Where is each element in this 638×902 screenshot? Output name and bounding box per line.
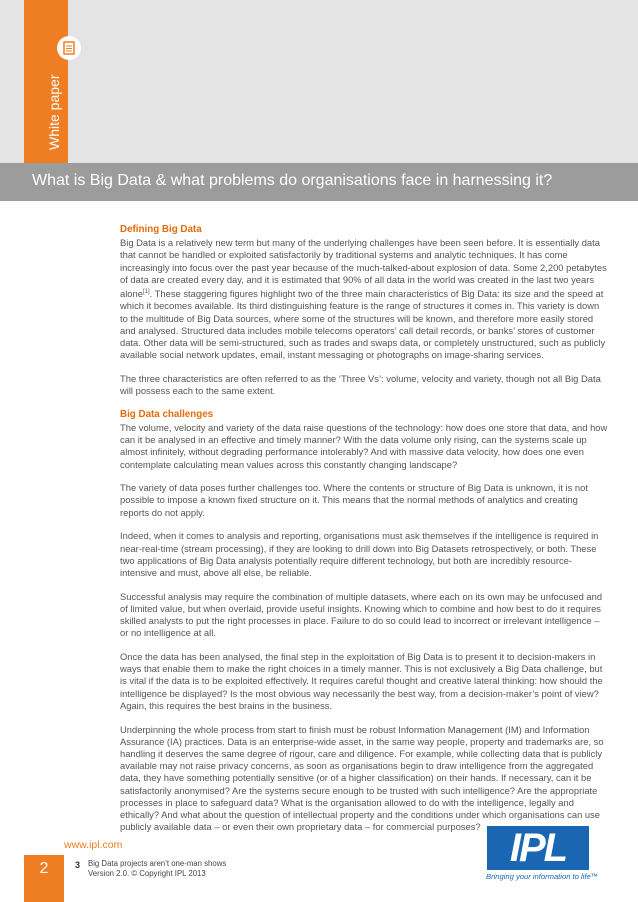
- paragraph: Big Data is a relatively new term but many of the underlying challenges have been seen before. It is essentially data that cannot be handled or exploited satisfactorily by traditional systems and analytic techniques. It has come increasingly into focus over the past year because of the much-talked-about explosion of data. Some 2,200 petabytes of data are created every day, and it is estimated that 90% of all data in the world was created in the last two years alone[1]. These staggering figures highlight two of the three main characteristics of Big Data: its size and the speed at which it becomes available. Its third distinguishing feature is the range of structures it comes in. This variety is down to the multitude of Big Data sources, where some of the structures will be known, and therefore more easily stored and analysed. Structured data includes mobile telecoms operators’ call detail records, or banks’ stores of customer data. Other data will be semi-structured, such as trades and swaps data, or completely unstructured, such as publicly available social network updates, email, instant messaging or photographs on image-sharing services.: [120, 237, 607, 361]
- footnote-ref: [1]: [142, 289, 150, 296]
- paragraph: Indeed, when it comes to analysis and reporting, organisations must ask themselves if the intelligence is required in near-real-time (stream processing), if they are looking to drill down into Big Datasets retrospectively, or both. These two applications of Big Data analysis potentially require different technology, but both are incredibly resource-intensive and must, above all else, be reliable.: [120, 530, 599, 578]
- white-paper-label: White paper: [46, 74, 62, 150]
- paragraph: The three characteristics are often referred to as the ‘Three Vs’: volume, velocity and variety, though not all Big Data will possess each to the same extent.: [120, 372, 601, 397]
- page-number: 2: [24, 855, 64, 902]
- section-title-challenges: Big Data challenges: [120, 408, 214, 420]
- document-icon: [57, 36, 81, 60]
- paragraph: Once the data has been analysed, the final step in the exploitation of Big Data is to present it to decision-makers in ways that enable them to make the right choices in a timely manner. This is not exclusively a Big Data challenge, but is vital if the data is to be exploited effectively. It requires careful thought and creative lateral thinking: how should the intelligence be displayed? Is the most obvious way necessarily the best way, from a decision-maker’s point of view? Again, this requires the best brains in the business.: [120, 651, 603, 711]
- footnote-text: [88, 859, 226, 879]
- ipl-logo: IPL: [487, 826, 589, 870]
- website-link[interactable]: www.ipl.com: [64, 839, 123, 851]
- title-bar: [0, 163, 638, 201]
- article-body: [120, 224, 608, 845]
- header-band: [0, 0, 638, 163]
- logo-tagline: Bringing your information to life™: [486, 872, 599, 881]
- footnote-line: Version 2.0. © Copyright IPL 2013: [88, 869, 206, 878]
- paragraph: Successful analysis may require the combination of multiple datasets, where each on its own may be unfocused and of limited value, but when overlaid, provide useful insights. Knowing which to combine and how best to do it requires skilled analysts to put the right processes in place. Failure to do so could lead to incorrect or irrelevant intelligence – or no intelligence at all.: [120, 590, 603, 639]
- section-title-defining: Defining Big Data: [120, 224, 202, 235]
- paragraph: The variety of data poses further challenges too. Where the contents or structure of Big Data is unknown, it is not possible to impose a known fixed structure on it. This means that the normal methods of analytics and creating reports do not apply.: [120, 482, 588, 518]
- paragraph: Underpinning the whole process from start to finish must be robust Information Management (IM) and Information Assurance (IA) practices. Data is an enterprise-wide asset, in the same way people, property and trademarks are, so handling it deserves the same degree of rigour, care and diligence. For example, while collecting data that is publicly available may not raise privacy concerns, as soon as organisations begin to draw intelligence from the aggregated data, they have something potentially sensitive (or of a higher classification) on their hands. If necessary, can it be satisfactorily anonymised? Are the systems secure enough to be trusted with such intelligence? Are the appropriate processes in place to safeguard data? What is the organisation allowed to do with the intelligence, legally and ethically? And what about the question of intellectual property and the conditions under which organisations can use publicly available data – or even their own proprietary data – for commercial purposes?: [120, 723, 604, 833]
- page-title: What is Big Data & what problems do organisations face in harnessing it?: [32, 172, 553, 189]
- paragraph: The volume, velocity and variety of the data raise questions of the technology: how does one store that data, and how can it be analysed in an effective and timely manner? With the data volume only rising, can the systems scale up almost infinitely, without degrading performance intolerably? And with massive data velocity, how does one even contemplate calculating mean values across this constantly changing landscape?: [120, 421, 608, 470]
- footnote-line: Big Data projects aren’t one-man shows: [88, 859, 227, 868]
- footnote-number: 3: [75, 860, 81, 870]
